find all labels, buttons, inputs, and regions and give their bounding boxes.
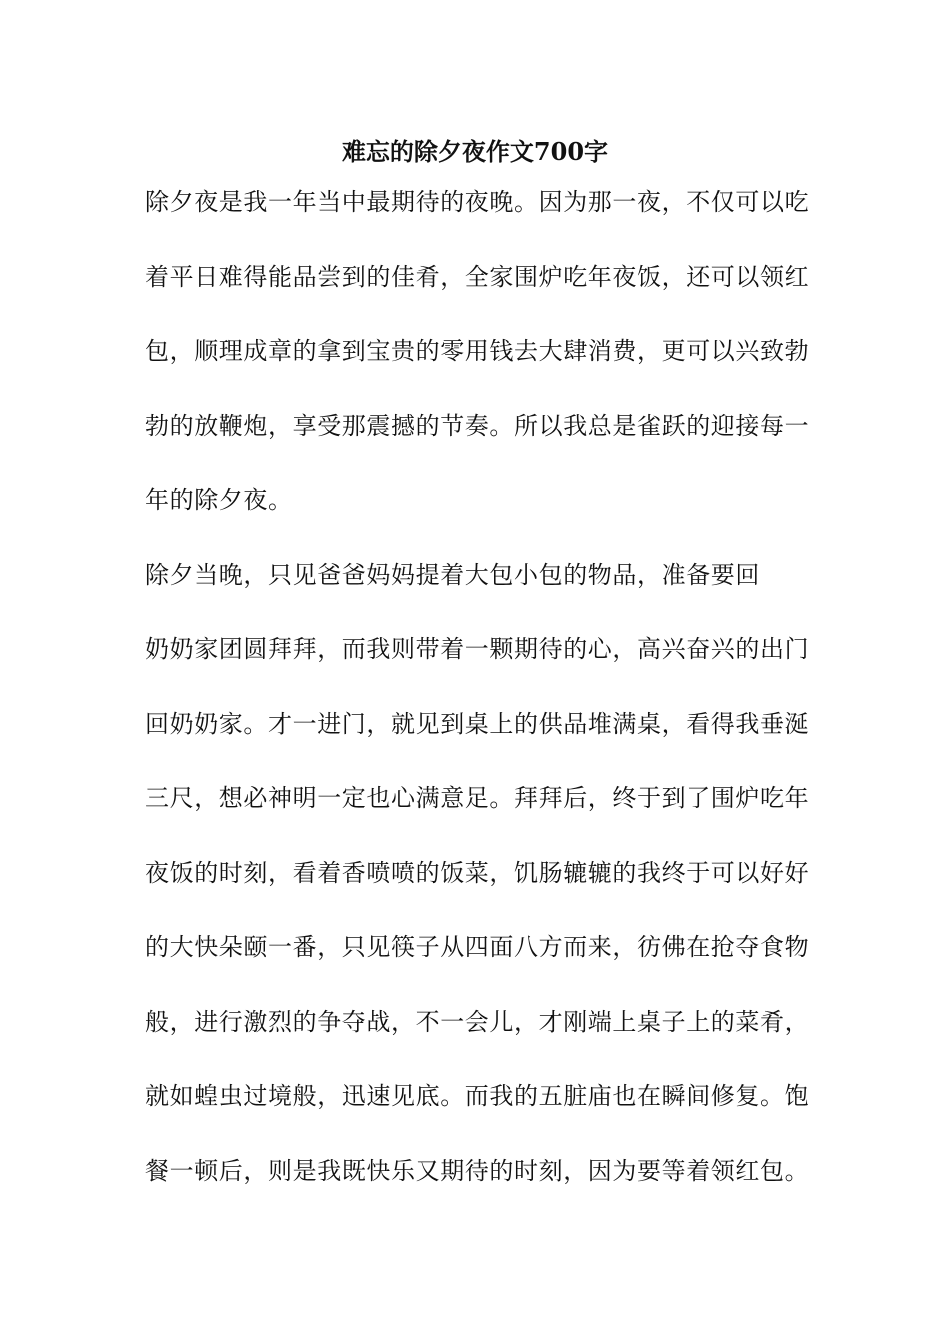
paragraph-line: 年的除夕夜。 bbox=[145, 486, 293, 514]
paragraph-line: 回奶奶家。才一进门，就见到桌上的供品堆满桌，看得我垂涎 bbox=[145, 710, 810, 738]
paragraph-line: 除夕当晚，只见爸爸妈妈提着大包小包的物品，准备要回 bbox=[145, 561, 760, 589]
paragraph-line: 夜饭的时刻，看着香喷喷的饭菜，饥肠辘辘的我终于可以好好 bbox=[145, 859, 810, 887]
paragraph-line: 除夕夜是我一年当中最期待的夜晚。因为那一夜，不仅可以吃 bbox=[145, 188, 810, 216]
document-title: 难忘的除夕夜作文700字 bbox=[341, 137, 609, 166]
paragraph-line: 勃的放鞭炮，享受那震撼的节奏。所以我总是雀跃的迎接每一 bbox=[145, 412, 810, 440]
paragraph-line: 的大快朵颐一番，只见筷子从四面八方而来，彷佛在抢夺食物 bbox=[145, 933, 810, 961]
paragraph-line: 奶奶家团圆拜拜，而我则带着一颗期待的心，高兴奋兴的出门 bbox=[145, 635, 810, 663]
paragraph-line: 包，顺理成章的拿到宝贵的零用钱去大肆消费，更可以兴致勃 bbox=[145, 337, 810, 365]
paragraph-line: 般，进行激烈的争夺战，不一会儿，才刚端上桌子上的菜肴， bbox=[145, 1008, 810, 1036]
paragraph-line: 就如蝗虫过境般，迅速见底。而我的五脏庙也在瞬间修复。饱 bbox=[145, 1082, 810, 1110]
paragraph-line: 着平日难得能品尝到的佳肴，全家围炉吃年夜饭，还可以领红 bbox=[145, 263, 810, 291]
paragraph-line: 三尺，想必神明一定也心满意足。拜拜后，终于到了围炉吃年 bbox=[145, 784, 810, 812]
paragraph-line: 餐一顿后，则是我既快乐又期待的时刻，因为要等着领红包。 bbox=[145, 1157, 810, 1185]
